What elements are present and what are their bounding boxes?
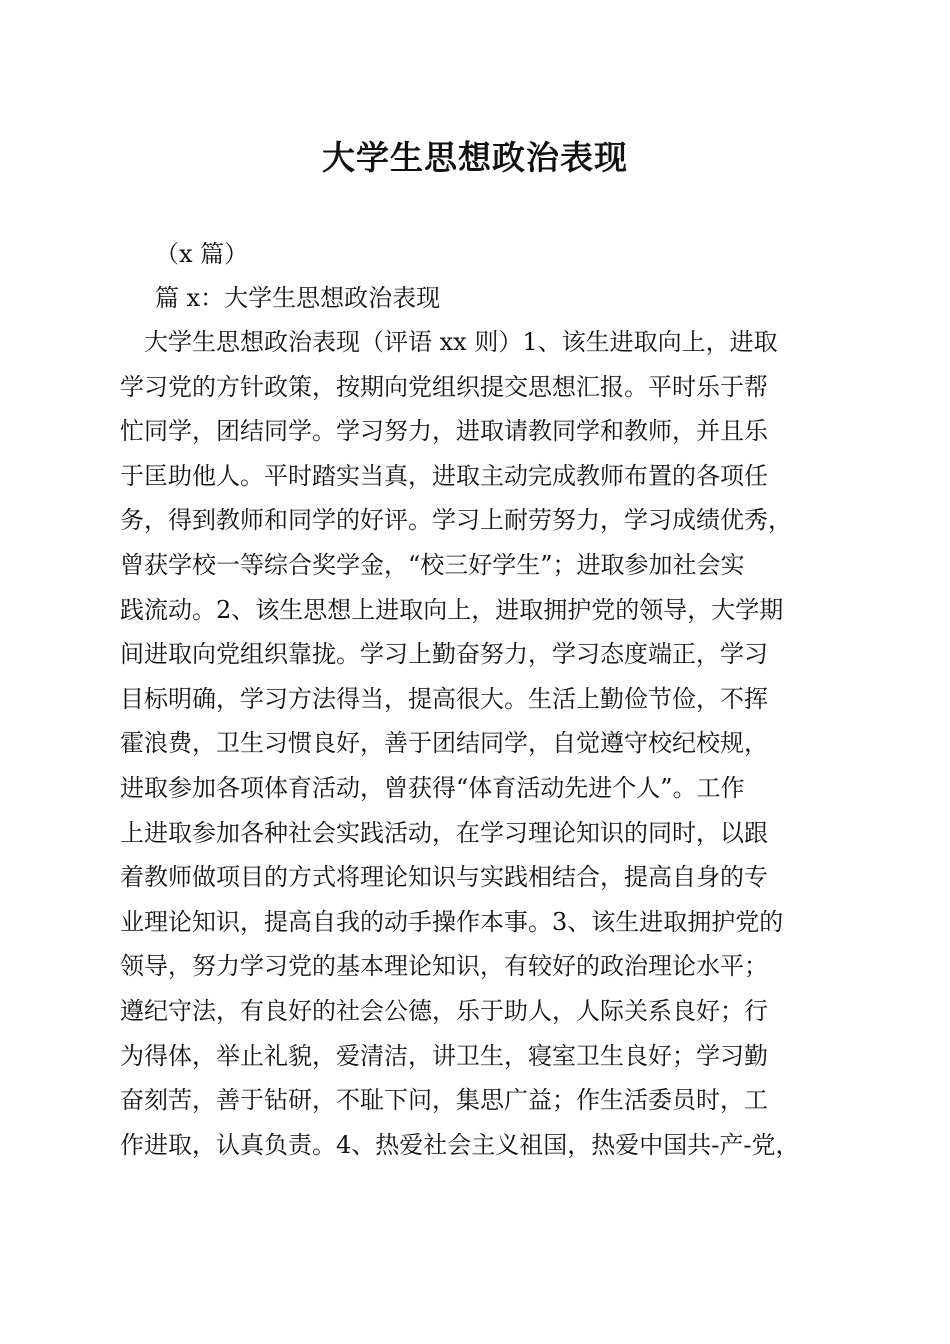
body-line: 霍浪费，卫生习惯良好，善于团结同学，自觉遵守校纪校规， [120, 729, 768, 758]
body-line: 领导，努力学习党的基本理论知识，有较好的政治理论水平； [120, 952, 768, 981]
body-line: 忙同学，团结同学。学习努力，进取请教同学和教师，并且乐 [120, 417, 768, 446]
body-line: 作进取，认真负责。4、热爱社会主义祖国，热爱中国共-产-党， [120, 1130, 800, 1159]
body-line: 目标明确，学习方法得当，提高很大。生活上勤俭节俭，不挥 [120, 684, 768, 713]
body-line: 于匡助他人。平时踏实当真，进取主动完成教师布置的各项任 [120, 461, 768, 490]
body-line: 进取参加各项体育活动，曾获得“体育活动先进个人”。工作 [120, 773, 745, 802]
count-note: （x 篇） [155, 240, 249, 268]
body-line: 遵纪守法，有良好的社会公德，乐于助人，人际关系良好；行 [120, 996, 768, 1025]
section-heading: 篇 x：大学生思想政治表现 [155, 284, 441, 312]
body-line: 践流动。2、该生思想上进取向上，进取拥护党的领导，大学期 [120, 595, 784, 624]
body-line: 务，得到教师和同学的好评。学习上耐劳努力，学习成绩优秀， [120, 506, 792, 535]
body-line: 奋刻苦，善于钻研，不耻下问，集思广益；作生活委员时，工 [120, 1086, 768, 1115]
body-line: 大学生思想政治表现（评语 xx 则）1、该生进取向上，进取 [120, 328, 778, 356]
body-line: 学习党的方针政策，按期向党组织提交思想汇报。平时乐于帮 [120, 372, 768, 401]
page-title: 大学生思想政治表现 [322, 138, 628, 177]
body-line: 为得体，举止礼貌，爱清洁，讲卫生，寝室卫生良好；学习勤 [120, 1041, 768, 1070]
body-line: 曾获学校一等综合奖学金，“校三好学生”；进取参加社会实 [120, 550, 745, 579]
body-line: 间进取向党组织靠拢。学习上勤奋努力，学习态度端正，学习 [120, 640, 768, 669]
body-line: 着教师做项目的方式将理论知识与实践相结合，提高自身的专 [120, 863, 768, 892]
body-text [120, 320, 840, 1167]
body-line: 业理论知识，提高自我的动手操作本事。3、该生进取拥护党的 [120, 907, 784, 936]
body-line: 上进取参加各种社会实践活动，在学习理论知识的同时，以跟 [120, 818, 768, 847]
